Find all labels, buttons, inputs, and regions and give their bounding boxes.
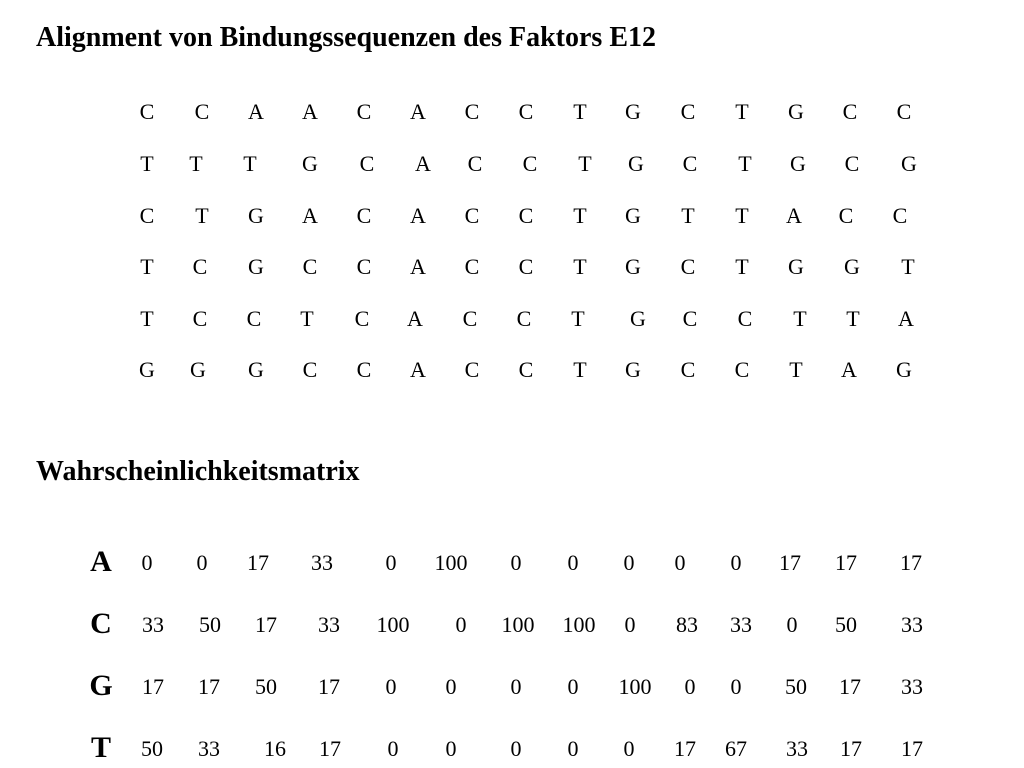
nucleotide: C — [467, 151, 483, 176]
matrix-cell: 100 — [376, 612, 410, 637]
nucleotide: G — [790, 151, 806, 176]
nucleotide: C — [356, 203, 372, 228]
nucleotide: C — [359, 151, 375, 176]
nucleotide: A — [302, 203, 318, 228]
nucleotide: C — [356, 357, 372, 382]
nucleotide: C — [192, 306, 208, 331]
nucleotide: C — [838, 203, 854, 228]
nucleotide: T — [243, 151, 257, 176]
nucleotide: C — [516, 306, 532, 331]
nucleotide: T — [189, 151, 203, 176]
matrix-cell: 0 — [510, 550, 522, 575]
nucleotide: A — [410, 254, 426, 279]
matrix-cell: 50 — [255, 674, 277, 699]
sequence-row — [0, 97, 1024, 127]
nucleotide: C — [680, 254, 696, 279]
nucleotide: C — [464, 203, 480, 228]
nucleotide: G — [630, 306, 646, 331]
matrix-cell: 33 — [901, 612, 923, 637]
nucleotide: T — [571, 306, 585, 331]
matrix-cell: 50 — [785, 674, 807, 699]
nucleotide: A — [841, 357, 857, 382]
matrix-row-c — [0, 607, 1024, 641]
matrix-cell: 100 — [434, 550, 468, 575]
nucleotide: A — [407, 306, 423, 331]
nucleotide: A — [410, 99, 426, 124]
matrix-cell: 17 — [198, 674, 220, 699]
matrix-cell: 33 — [198, 736, 220, 761]
matrix-cell: 0 — [510, 736, 522, 761]
nucleotide: C — [302, 254, 318, 279]
matrix-cell: 100 — [618, 674, 652, 699]
alignment-title: Alignment von Bindungssequenzen des Faktors E12 — [36, 22, 657, 53]
matrix-row-label: A — [90, 545, 112, 578]
matrix-cell: 33 — [730, 612, 752, 637]
nucleotide: T — [846, 306, 860, 331]
nucleotide: C — [302, 357, 318, 382]
nucleotide: C — [892, 203, 908, 228]
nucleotide: A — [410, 203, 426, 228]
matrix-cell: 17 — [318, 674, 340, 699]
nucleotide: C — [518, 357, 534, 382]
nucleotide: C — [734, 357, 750, 382]
nucleotide: A — [410, 357, 426, 382]
nucleotide: T — [681, 203, 695, 228]
nucleotide: G — [901, 151, 917, 176]
nucleotide: T — [735, 99, 749, 124]
matrix-title: Wahrscheinlichkeitsmatrix — [36, 456, 360, 487]
nucleotide: T — [573, 254, 587, 279]
nucleotide: C — [246, 306, 262, 331]
nucleotide: G — [248, 254, 264, 279]
nucleotide: A — [786, 203, 802, 228]
nucleotide: C — [522, 151, 538, 176]
nucleotide: C — [462, 306, 478, 331]
matrix-cell: 17 — [900, 550, 922, 575]
matrix-cell: 17 — [247, 550, 269, 575]
matrix-cell: 83 — [676, 612, 698, 637]
nucleotide: A — [302, 99, 318, 124]
matrix-cell: 17 — [142, 674, 164, 699]
nucleotide: G — [788, 99, 804, 124]
matrix-cell: 0 — [445, 674, 457, 699]
matrix-cell: 0 — [684, 674, 696, 699]
nucleotide: T — [140, 151, 154, 176]
matrix-cell: 17 — [674, 736, 696, 761]
nucleotide: C — [896, 99, 912, 124]
nucleotide: C — [194, 99, 210, 124]
matrix-cell: 0 — [510, 674, 522, 699]
nucleotide: C — [356, 254, 372, 279]
matrix-cell: 0 — [730, 674, 742, 699]
nucleotide: C — [356, 99, 372, 124]
nucleotide: C — [737, 306, 753, 331]
matrix-row-label: C — [90, 607, 112, 640]
nucleotide: C — [680, 357, 696, 382]
matrix-cell: 17 — [839, 674, 861, 699]
matrix-row-label: T — [90, 731, 111, 764]
nucleotide: T — [738, 151, 752, 176]
matrix-cell: 0 — [445, 736, 457, 761]
matrix-cell: 17 — [901, 736, 923, 761]
matrix-cell: 67 — [725, 736, 747, 761]
matrix-cell: 0 — [141, 550, 153, 575]
nucleotide: C — [518, 254, 534, 279]
matrix-cell: 100 — [562, 612, 596, 637]
matrix-cell: 17 — [319, 736, 341, 761]
matrix-cell: 0 — [786, 612, 798, 637]
nucleotide: C — [192, 254, 208, 279]
nucleotide: G — [628, 151, 644, 176]
matrix-cell: 0 — [567, 674, 579, 699]
nucleotide: C — [139, 99, 155, 124]
nucleotide: A — [248, 99, 264, 124]
nucleotide: C — [682, 306, 698, 331]
matrix-cell: 50 — [835, 612, 857, 637]
sequence-row — [0, 201, 1024, 231]
nucleotide: T — [573, 203, 587, 228]
matrix-cell: 33 — [142, 612, 164, 637]
sequence-row — [0, 355, 1024, 385]
matrix-cell: 33 — [318, 612, 340, 637]
nucleotide: T — [735, 203, 749, 228]
nucleotide: C — [682, 151, 698, 176]
matrix-cell: 0 — [196, 550, 208, 575]
nucleotide: G — [625, 203, 641, 228]
matrix-cell: 0 — [385, 674, 397, 699]
matrix-row-label: G — [89, 669, 113, 702]
matrix-cell: 0 — [567, 736, 579, 761]
nucleotide: G — [302, 151, 318, 176]
nucleotide: G — [139, 357, 155, 382]
nucleotide: T — [573, 357, 587, 382]
nucleotide: G — [190, 357, 206, 382]
nucleotide: C — [680, 99, 696, 124]
matrix-cell: 0 — [385, 550, 397, 575]
nucleotide: G — [844, 254, 860, 279]
nucleotide: C — [842, 99, 858, 124]
nucleotide: A — [898, 306, 914, 331]
nucleotide: C — [464, 357, 480, 382]
nucleotide: G — [248, 357, 264, 382]
matrix-row-a — [0, 545, 1024, 579]
nucleotide: T — [573, 99, 587, 124]
matrix-cell: 0 — [624, 612, 636, 637]
sequence-row — [0, 149, 1024, 179]
matrix-cell: 0 — [455, 612, 467, 637]
matrix-cell: 33 — [901, 674, 923, 699]
nucleotide: C — [518, 203, 534, 228]
matrix-cell: 33 — [311, 550, 333, 575]
matrix-cell: 0 — [730, 550, 742, 575]
nucleotide: G — [625, 99, 641, 124]
nucleotide: G — [625, 357, 641, 382]
nucleotide: T — [195, 203, 209, 228]
nucleotide: A — [415, 151, 431, 176]
nucleotide: G — [788, 254, 804, 279]
matrix-cell: 0 — [623, 736, 635, 761]
matrix-cell: 0 — [674, 550, 686, 575]
nucleotide: C — [464, 254, 480, 279]
matrix-row-t — [0, 731, 1024, 765]
sequence-row — [0, 304, 1024, 334]
matrix-cell: 50 — [141, 736, 163, 761]
nucleotide: T — [735, 254, 749, 279]
matrix-row-g — [0, 669, 1024, 703]
nucleotide: C — [354, 306, 370, 331]
sequence-row — [0, 252, 1024, 282]
nucleotide: C — [139, 203, 155, 228]
nucleotide: T — [789, 357, 803, 382]
nucleotide: T — [578, 151, 592, 176]
matrix-cell: 0 — [623, 550, 635, 575]
nucleotide: G — [248, 203, 264, 228]
nucleotide: C — [844, 151, 860, 176]
nucleotide: T — [140, 254, 154, 279]
matrix-cell: 33 — [786, 736, 808, 761]
matrix-cell: 17 — [840, 736, 862, 761]
nucleotide: C — [518, 99, 534, 124]
matrix-cell: 17 — [835, 550, 857, 575]
matrix-cell: 0 — [387, 736, 399, 761]
nucleotide: T — [793, 306, 807, 331]
matrix-cell: 16 — [264, 736, 286, 761]
matrix-cell: 17 — [779, 550, 801, 575]
matrix-cell: 100 — [501, 612, 535, 637]
nucleotide: C — [464, 99, 480, 124]
matrix-cell: 17 — [255, 612, 277, 637]
nucleotide: T — [901, 254, 915, 279]
nucleotide: T — [140, 306, 154, 331]
nucleotide: G — [896, 357, 912, 382]
nucleotide: G — [625, 254, 641, 279]
matrix-cell: 50 — [199, 612, 221, 637]
matrix-cell: 0 — [567, 550, 579, 575]
nucleotide: T — [300, 306, 314, 331]
